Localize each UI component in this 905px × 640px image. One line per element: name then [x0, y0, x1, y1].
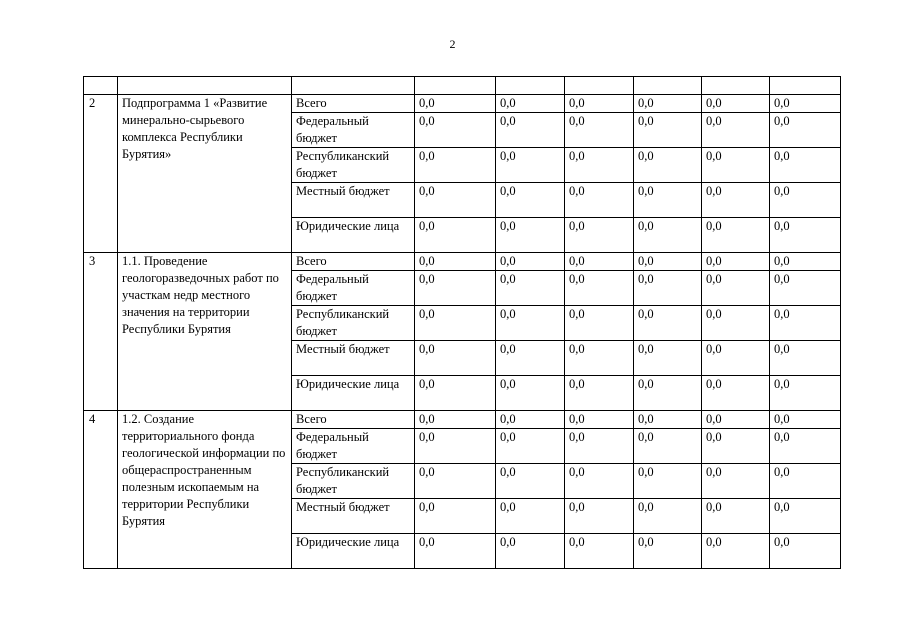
value-cell: 0,0: [634, 376, 702, 411]
value-cell: 0,0: [634, 253, 702, 271]
value-cell: 0,0: [565, 429, 634, 464]
table-row: [84, 411, 841, 429]
header-cell: [84, 77, 118, 95]
value-cell: 0,0: [702, 429, 770, 464]
value-cell: 0,0: [496, 411, 565, 429]
funding-source-cell: Республиканский бюджет: [292, 148, 415, 183]
value-cell: 0,0: [496, 306, 565, 341]
value-cell: 0,0: [496, 464, 565, 499]
funding-source-cell: Федеральный бюджет: [292, 113, 415, 148]
header-cell: [634, 77, 702, 95]
value-cell: 0,0: [415, 253, 496, 271]
value-cell: 0,0: [415, 411, 496, 429]
value-cell: 0,0: [565, 218, 634, 253]
value-cell: 0,0: [565, 148, 634, 183]
value-cell: 0,0: [770, 253, 841, 271]
value-cell: 0,0: [565, 183, 634, 218]
value-cell: 0,0: [415, 464, 496, 499]
value-cell: 0,0: [496, 271, 565, 306]
value-cell: 0,0: [496, 218, 565, 253]
value-cell: 0,0: [415, 218, 496, 253]
funding-source-cell: Республиканский бюджет: [292, 464, 415, 499]
value-cell: 0,0: [770, 95, 841, 113]
value-cell: 0,0: [415, 306, 496, 341]
value-cell: 0,0: [770, 411, 841, 429]
value-cell: 0,0: [634, 95, 702, 113]
value-cell: 0,0: [770, 429, 841, 464]
value-cell: 0,0: [415, 341, 496, 376]
value-cell: 0,0: [702, 95, 770, 113]
header-cell: [118, 77, 292, 95]
value-cell: 0,0: [770, 148, 841, 183]
value-cell: 0,0: [702, 183, 770, 218]
row-number-cell: 2: [84, 95, 118, 253]
value-cell: 0,0: [634, 411, 702, 429]
value-cell: 0,0: [565, 95, 634, 113]
value-cell: 0,0: [415, 429, 496, 464]
value-cell: 0,0: [496, 95, 565, 113]
value-cell: 0,0: [415, 113, 496, 148]
value-cell: 0,0: [770, 499, 841, 534]
funding-source-cell: Федеральный бюджет: [292, 429, 415, 464]
row-number-cell: 3: [84, 253, 118, 411]
value-cell: 0,0: [770, 341, 841, 376]
value-cell: 0,0: [702, 534, 770, 569]
funding-source-cell: Всего: [292, 95, 415, 113]
header-cell: [702, 77, 770, 95]
value-cell: 0,0: [702, 411, 770, 429]
value-cell: 0,0: [702, 464, 770, 499]
value-cell: 0,0: [415, 499, 496, 534]
funding-source-cell: Юридические лица: [292, 376, 415, 411]
value-cell: 0,0: [770, 306, 841, 341]
program-name-cell: Подпрограмма 1 «Развитие минерально-сырьевого комплекса Республики Бурятия»: [118, 95, 292, 253]
value-cell: 0,0: [634, 464, 702, 499]
value-cell: 0,0: [634, 271, 702, 306]
funding-source-cell: Юридические лица: [292, 534, 415, 569]
page-number: 2: [449, 37, 456, 51]
value-cell: 0,0: [770, 464, 841, 499]
value-cell: 0,0: [702, 376, 770, 411]
program-name-cell: 1.2. Создание территориального фонда геологической информации по общераспространенным полезным ископаемым на территории Республики Бурятия: [118, 411, 292, 569]
value-cell: 0,0: [496, 534, 565, 569]
value-cell: 0,0: [565, 534, 634, 569]
value-cell: 0,0: [634, 534, 702, 569]
value-cell: 0,0: [702, 113, 770, 148]
funding-source-cell: Всего: [292, 411, 415, 429]
value-cell: 0,0: [415, 271, 496, 306]
value-cell: 0,0: [634, 148, 702, 183]
value-cell: 0,0: [634, 429, 702, 464]
funding-source-cell: Республиканский бюджет: [292, 306, 415, 341]
value-cell: 0,0: [770, 218, 841, 253]
value-cell: 0,0: [634, 306, 702, 341]
table-row: [84, 95, 841, 113]
funding-source-cell: Всего: [292, 253, 415, 271]
value-cell: 0,0: [770, 534, 841, 569]
value-cell: 0,0: [565, 306, 634, 341]
header-cell: [292, 77, 415, 95]
value-cell: 0,0: [415, 148, 496, 183]
value-cell: 0,0: [565, 464, 634, 499]
value-cell: 0,0: [702, 271, 770, 306]
header-cell: [415, 77, 496, 95]
value-cell: 0,0: [702, 499, 770, 534]
value-cell: 0,0: [702, 253, 770, 271]
value-cell: 0,0: [565, 113, 634, 148]
value-cell: 0,0: [770, 113, 841, 148]
value-cell: 0,0: [415, 183, 496, 218]
value-cell: 0,0: [634, 341, 702, 376]
value-cell: 0,0: [702, 148, 770, 183]
budget-table: [83, 76, 841, 569]
value-cell: 0,0: [565, 271, 634, 306]
value-cell: 0,0: [702, 341, 770, 376]
table-header-row: [84, 77, 841, 95]
value-cell: 0,0: [496, 376, 565, 411]
value-cell: 0,0: [634, 218, 702, 253]
value-cell: 0,0: [496, 499, 565, 534]
value-cell: 0,0: [496, 148, 565, 183]
value-cell: 0,0: [565, 376, 634, 411]
funding-source-cell: Юридические лица: [292, 218, 415, 253]
value-cell: 0,0: [565, 499, 634, 534]
header-cell: [770, 77, 841, 95]
value-cell: 0,0: [565, 411, 634, 429]
funding-source-cell: Местный бюджет: [292, 499, 415, 534]
header-cell: [496, 77, 565, 95]
value-cell: 0,0: [634, 183, 702, 218]
value-cell: 0,0: [415, 534, 496, 569]
value-cell: 0,0: [496, 341, 565, 376]
value-cell: 0,0: [634, 499, 702, 534]
header-cell: [565, 77, 634, 95]
value-cell: 0,0: [770, 271, 841, 306]
value-cell: 0,0: [565, 253, 634, 271]
value-cell: 0,0: [496, 429, 565, 464]
funding-source-cell: Местный бюджет: [292, 183, 415, 218]
value-cell: 0,0: [770, 376, 841, 411]
value-cell: 0,0: [702, 306, 770, 341]
row-number-cell: 4: [84, 411, 118, 569]
value-cell: 0,0: [496, 183, 565, 218]
funding-source-cell: Федеральный бюджет: [292, 271, 415, 306]
value-cell: 0,0: [496, 113, 565, 148]
value-cell: 0,0: [415, 95, 496, 113]
program-name-cell: 1.1. Проведение геологоразведочных работ по участкам недр местного значения на территории Республики Бурятия: [118, 253, 292, 411]
value-cell: 0,0: [634, 113, 702, 148]
value-cell: 0,0: [770, 183, 841, 218]
value-cell: 0,0: [415, 376, 496, 411]
value-cell: 0,0: [702, 218, 770, 253]
value-cell: 0,0: [496, 253, 565, 271]
value-cell: 0,0: [565, 341, 634, 376]
funding-source-cell: Местный бюджет: [292, 341, 415, 376]
table-row: [84, 253, 841, 271]
